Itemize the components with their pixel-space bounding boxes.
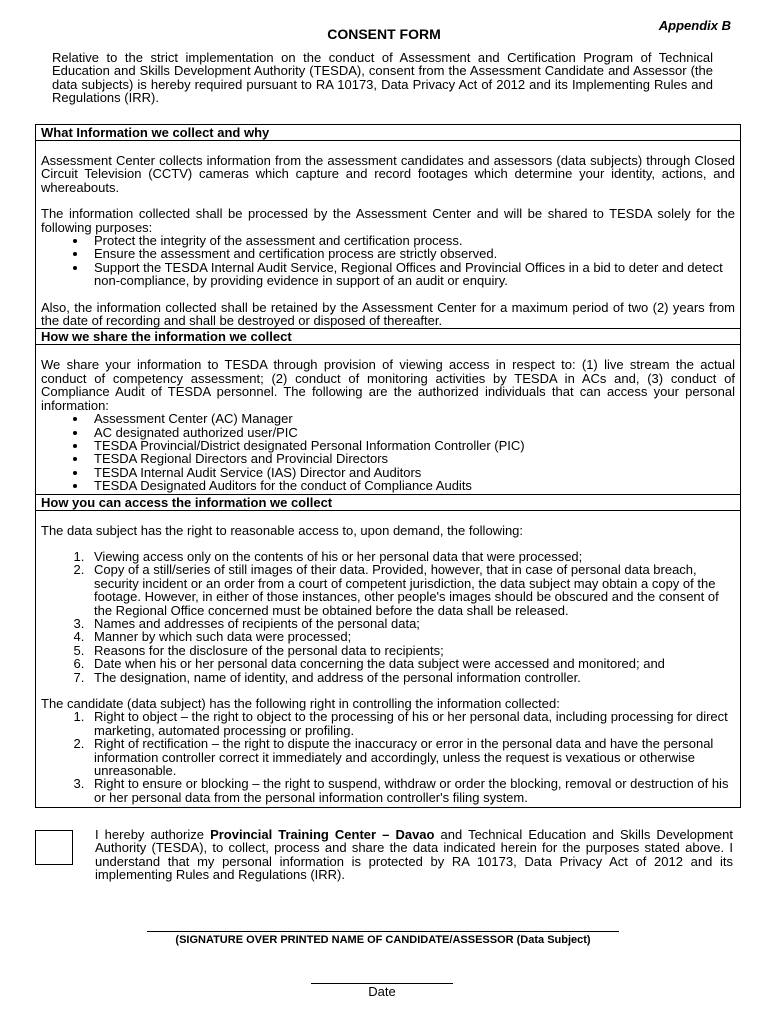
collect-paragraph-1: Assessment Center collects information from the assessment candidates and assessors (data subjects) through Closed Circuit Television (CCTV) cameras which capture and record footages which determine your identity, actions, and whereabouts. bbox=[41, 153, 735, 195]
list-item: • Support the TESDA Internal Audit Service, Regional Offices and Provincial Offices in a bid to deter and detect non-compliance, by providing evidence in support of an audit or enquiry. bbox=[88, 261, 735, 288]
section-heading-share: How we share the information we collect bbox=[36, 328, 740, 345]
section-heading-collect: What Information we collect and why bbox=[36, 125, 740, 141]
list-item: 3. Names and addresses of recipients of the personal data; bbox=[88, 617, 735, 630]
consent-org-name: Provincial Training Center – Davao bbox=[210, 827, 435, 842]
list-item: • AC designated authorized user/PIC bbox=[88, 426, 735, 439]
collect-paragraph-3: Also, the information collected shall be retained by the Assessment Center for a maximum period of two (2) years from the date of recording and shall be destroyed or disposed of thereafter. bbox=[41, 299, 735, 329]
section-collect bbox=[36, 154, 740, 327]
rights-paragraph: The candidate (data subject) has the following right in controlling the information collected: bbox=[41, 696, 560, 711]
access-list bbox=[41, 550, 735, 684]
page-title: CONSENT FORM bbox=[327, 26, 441, 42]
collect-paragraph-2: The information collected shall be processed by the Assessment Center and will be shared to TESDA solely for the following purposes: bbox=[41, 206, 735, 235]
list-item: • TESDA Provincial/District designated Personal Information Controller (PIC) bbox=[88, 439, 735, 452]
purpose-list bbox=[41, 234, 735, 288]
list-item: 2. Right of rectification – the right to dispute the inaccuracy or error in the personal data and have the personal information controller correct it immediately and accordingly, unless the request is vexatious or otherwise unreasonable. bbox=[88, 737, 735, 777]
list-item: • Protect the integrity of the assessment and certification process. bbox=[88, 234, 735, 247]
date-label: Date bbox=[368, 984, 396, 999]
section-share bbox=[36, 358, 740, 492]
signature-label: (SIGNATURE OVER PRINTED NAME OF CANDIDATE/ASSESSOR (Data Subject) bbox=[175, 934, 591, 946]
consent-text-post: and Technical Education and Skills Development Authority (TESDA), to collect, process and share the data indicated herein for the purposes stated above. I understand that my personal information is protected by RA 10173, Data Privacy Act of 2012 and its implementing Rules and Regulations (IRR). bbox=[95, 827, 734, 883]
list-item: 4. Manner by which such data were processed; bbox=[88, 630, 735, 643]
list-item: • TESDA Internal Audit Service (IAS) Director and Auditors bbox=[88, 466, 735, 479]
list-item: 2. Copy of a still/series of still images of their data. Provided, however, that in case of personal data breach, security incident or an order from a court of competent jurisdiction, the data subject may obtain a copy of the footage. However, in either of those instances, other people's images should be obscured and the consent of the Regional Office concerned must be obtained before the data shall be released. bbox=[88, 563, 735, 617]
list-item: 1. Viewing access only on the contents of his or her personal data that were processed; bbox=[88, 550, 735, 563]
appendix-label: Appendix B bbox=[658, 18, 731, 33]
section-heading-access: How you can access the information we collect bbox=[36, 494, 740, 511]
intro-paragraph: Relative to the strict implementation on the conduct of Assessment and Certification Program of Technical Education and Skills Development Authority (TESDA), consent from the Assessment Candidate and Assessor (the data subjects) is hereby required pursuant to RA 10173, Data Privacy Act of 2012 and its Implementing Rules and Regulations (IRR). bbox=[52, 50, 713, 106]
list-item: • TESDA Designated Auditors for the conduct of Compliance Audits bbox=[88, 479, 735, 492]
list-item: 6. Date when his or her personal data concerning the data subject were accessed and monitored; and bbox=[88, 657, 735, 670]
signature-line[interactable] bbox=[147, 931, 619, 932]
list-item: • Ensure the assessment and certification process are strictly observed. bbox=[88, 247, 735, 260]
list-item: • Assessment Center (AC) Manager bbox=[88, 412, 735, 425]
consent-statement bbox=[95, 828, 733, 882]
authorized-list bbox=[41, 412, 735, 492]
list-item: 7. The designation, name of identity, and address of the personal information controller. bbox=[88, 671, 735, 684]
access-paragraph: The data subject has the right to reasonable access to, upon demand, the following: bbox=[41, 522, 524, 538]
consent-text-pre: I hereby authorize bbox=[95, 827, 211, 842]
share-paragraph: We share your information to TESDA through provision of viewing access in respect to: (1) live stream the actual conduct of competency assessment; (2) conduct of monitoring activities by TESDA in ACs and, (3) conduct of Compliance Audit of TESDA personnel. The following are the authorized individuals that can access your personal information: bbox=[41, 357, 735, 413]
list-item: • TESDA Regional Directors and Provincial Directors bbox=[88, 452, 735, 465]
consent-checkbox[interactable] bbox=[35, 830, 73, 865]
section-access bbox=[36, 524, 740, 805]
info-table bbox=[35, 124, 741, 808]
list-item: 3. Right to ensure or blocking – the right to suspend, withdraw or order the blocking, removal or destruction of his or her personal data from the personal information controller's filing system. bbox=[88, 777, 735, 804]
list-item: 5. Reasons for the disclosure of the personal data to recipients; bbox=[88, 644, 735, 657]
list-item: 1. Right to object – the right to object to the processing of his or her personal data, including processing for direct marketing, automated processing or profiling. bbox=[88, 710, 735, 737]
rights-list bbox=[41, 710, 735, 804]
